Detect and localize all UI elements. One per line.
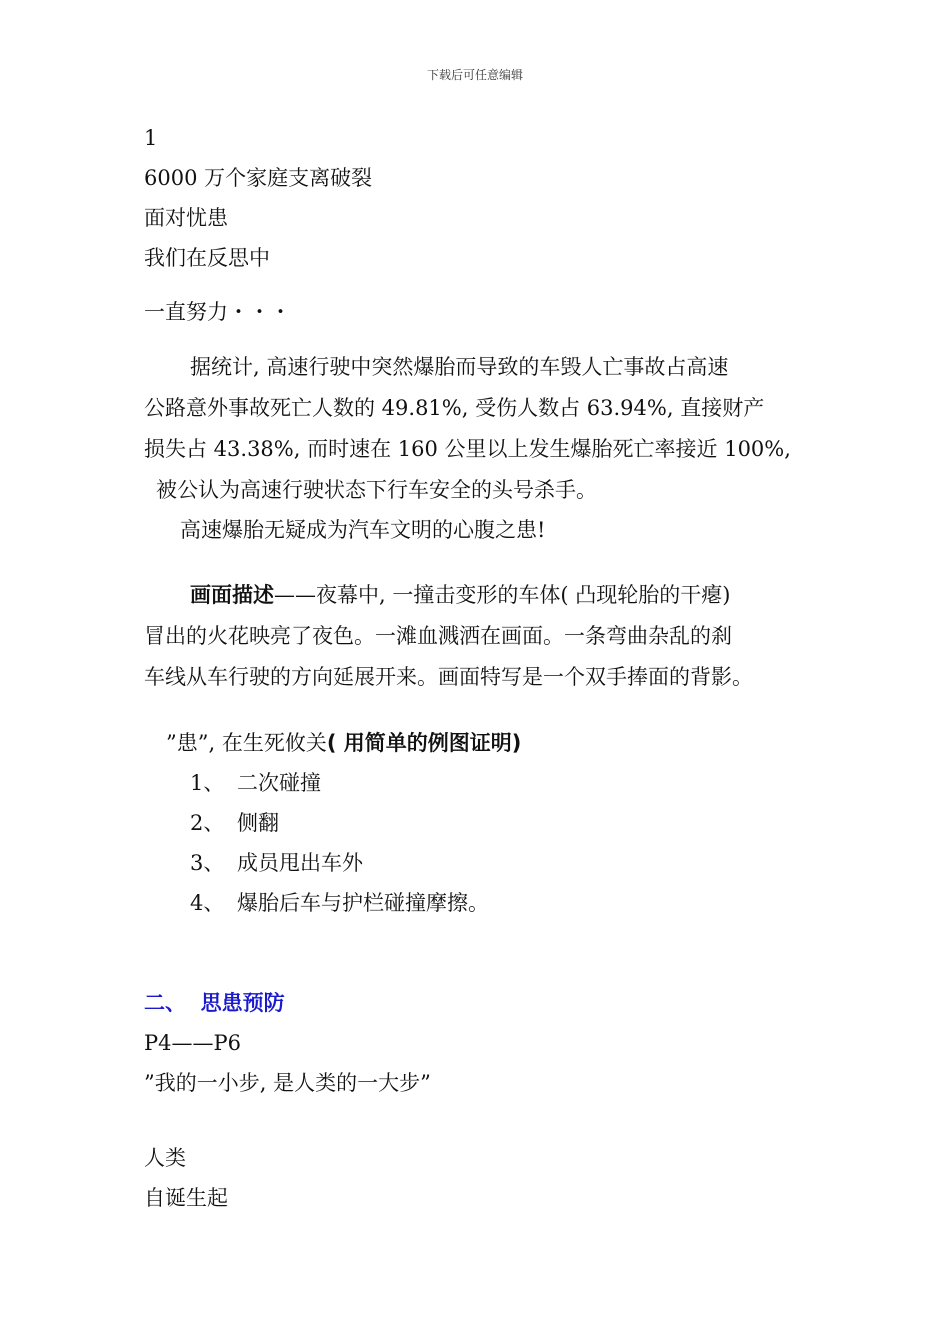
intro-line-3: 我们在反思中	[144, 246, 270, 270]
intro-line-2: 面对忧患	[144, 206, 228, 230]
list-item: 爆胎后车与护栏碰撞摩擦。	[237, 891, 489, 915]
danger-lead-line	[166, 729, 521, 757]
section-heading: 二、 思患预防	[144, 991, 285, 1015]
scene-line-3: 车线从车行驶的方向延展开来。画面特写是一个双手捧面的背影。	[144, 665, 753, 689]
list-item-number: 4、	[190, 891, 225, 915]
stats-line-2: 公路意外事故死亡人数的 49.81%, 受伤人数占 63.94%, 直接财产	[144, 396, 765, 420]
list-item: 侧翻	[237, 811, 279, 835]
stats-line-3: 损失占 43.38%, 而时速在 160 公里以上发生爆胎死亡率接近 100%,	[144, 437, 791, 461]
intro-line-1: 6000 万个家庭支离破裂	[144, 166, 373, 190]
stats-line-4: 被公认为高速行驶状态下行车安全的头号杀手。	[156, 478, 597, 502]
list-item: 成员甩出车外	[237, 851, 363, 875]
page-header: 下载后可任意编辑	[426, 68, 523, 82]
intro-number: 1	[144, 126, 158, 150]
list-item-number: 1、	[190, 771, 225, 795]
list-item-number: 3、	[190, 851, 225, 875]
danger-lead: ”患”, 在生死攸关	[166, 731, 327, 755]
scene-line-1-text: ——夜幕中, 一撞击变形的车体( 凸现轮胎的干瘪)	[274, 583, 731, 607]
list-item-number: 2、	[190, 811, 225, 835]
section-pages: P4——P6	[144, 1031, 241, 1055]
section-quote: ”我的一小步, 是人类的一大步”	[144, 1071, 431, 1095]
scene-line-2: 冒出的火花映亮了夜色。一滩血溅洒在画面。一条弯曲杂乱的刹	[144, 624, 732, 648]
section-line-1: 人类	[144, 1146, 186, 1170]
stats-line-1: 据统计, 高速行驶中突然爆胎而导致的车毁人亡事故占高速	[190, 355, 729, 379]
scene-label: 画面描述	[190, 583, 274, 607]
stats-line-5: 高速爆胎无疑成为汽车文明的心腹之患!	[180, 518, 546, 542]
section-line-2: 自诞生起	[144, 1186, 228, 1210]
intro-line-4: 一直努力・・・	[144, 300, 291, 324]
danger-paren: ( 用简单的例图证明)	[326, 731, 522, 755]
scene-line-1	[190, 581, 730, 609]
list-item: 二次碰撞	[237, 771, 321, 795]
